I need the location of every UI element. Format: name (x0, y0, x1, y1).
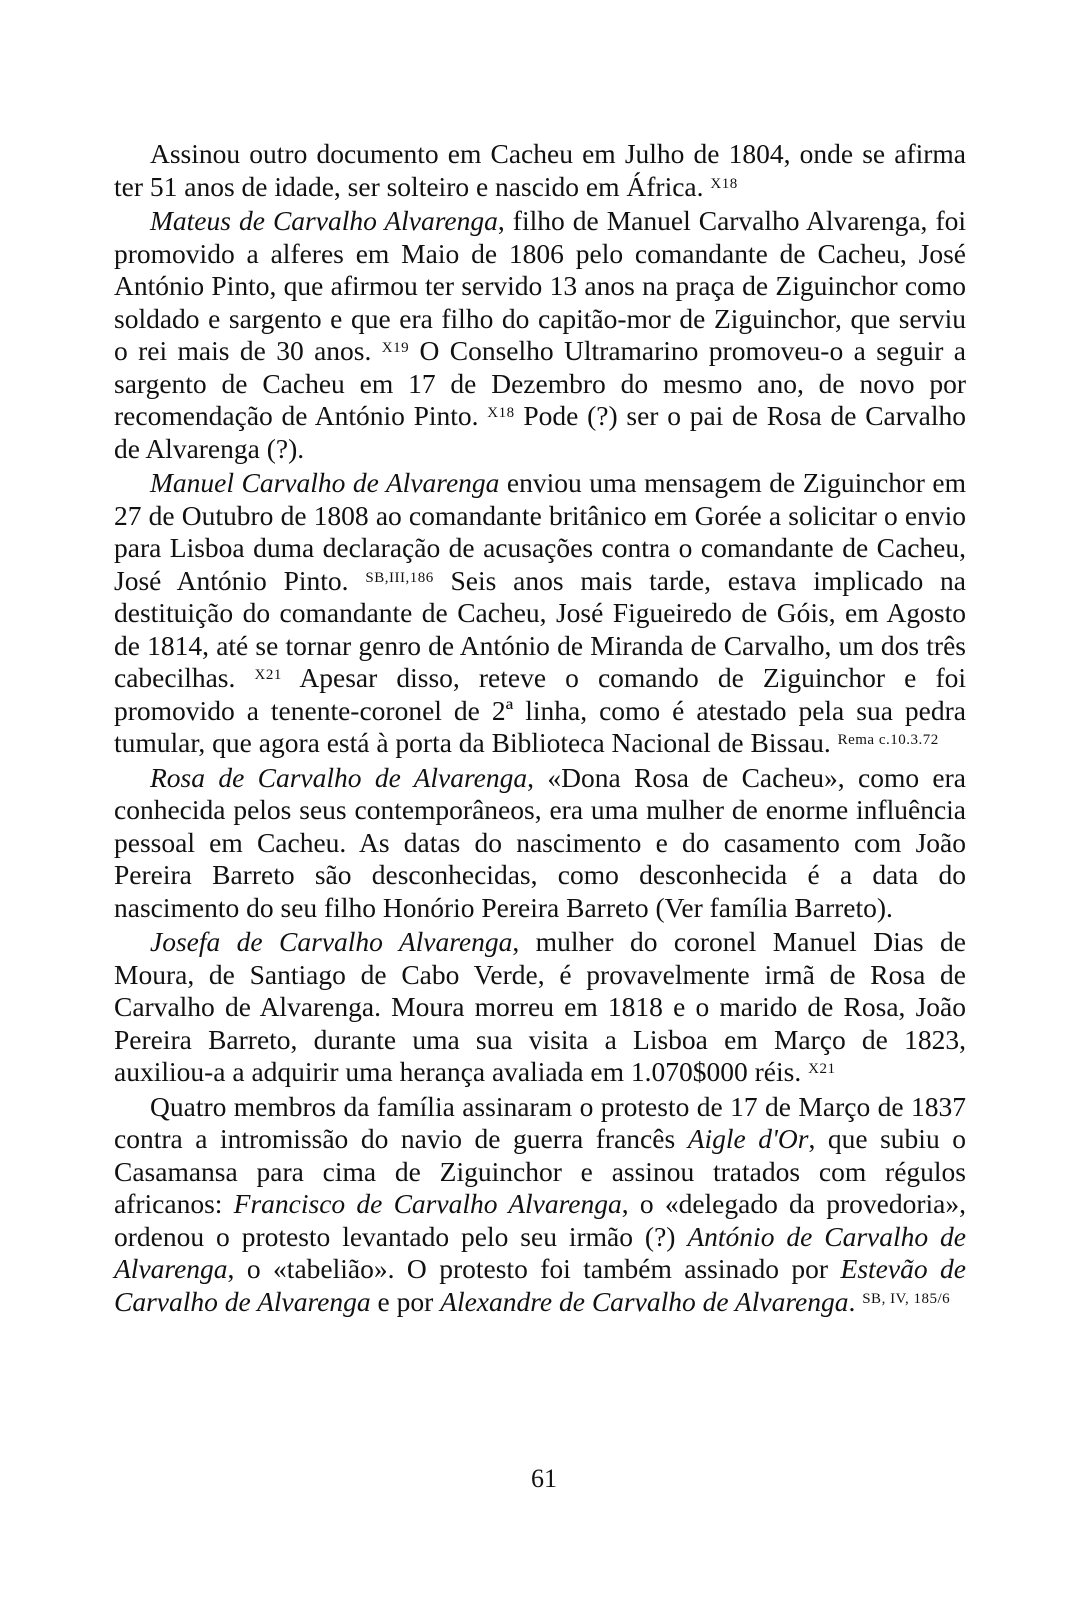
page-body (114, 138, 966, 1318)
text-run: O Conselho Ultramarino promoveu-o a seguir a sargento de Cacheu em 17 de Dezembro do mesmo ano, de novo por recomendação de António Pinto. (114, 335, 966, 431)
italic-name: Mateus de Carvalho Alvarenga (150, 205, 498, 236)
paragraph (114, 138, 966, 203)
text-run: . (848, 1285, 863, 1317)
italic-name: Estevão de Carvalho de Alvarenga (114, 1253, 966, 1317)
source-reference: X18 (487, 404, 515, 421)
paragraph (114, 1091, 966, 1319)
text-run: enviou uma mensagem de Ziguinchor em 27 de Outubro de 1808 ao comandante britânico em Gorée a solicitar o envio para Lisboa duma declaração de acusações contra o comandante de Cacheu, José António Pinto. (114, 467, 966, 596)
paragraph (114, 467, 966, 760)
text-run: , o «delegado da provedoria», ordenou o protesto levantado pelo seu irmão (?) (114, 1188, 966, 1252)
text-run: , o «tabelião». O protesto foi também assinado por (227, 1253, 841, 1284)
italic-name: Aigle d'Or (687, 1123, 809, 1154)
text-run: , que subiu o Casamansa para cima de Ziguinchor e assinou tratados com régulos africanos: (114, 1123, 966, 1219)
text-run: , filho de Manuel Carvalho Alvarenga, foi promovido a alferes em Maio de 1806 pelo comandante de Cacheu, José António Pinto, que afirmou ter servido 13 anos na praça de Ziguinchor como soldado e sargento e que era filho do capitão-mor de Ziguinchor, que serviu o rei mais de 30 anos. (114, 205, 966, 366)
italic-name: António de Carvalho de Alvarenga (114, 1220, 966, 1284)
source-reference: X19 (381, 339, 410, 356)
text-run: , mulher do coronel Manuel Dias de Moura, de Santiago de Cabo Verde, é provavelmente irmã de Rosa de Carvalho de Alvarenga. Moura morreu em 1818 e o marido de Rosa, João Pereira Barreto, durante uma sua visita a Lisboa em Março de 1823, auxiliou-a a adquirir uma herança avaliada em 1.070$000 réis. (114, 926, 966, 1087)
text-run: Pode (?) ser o pai de Rosa de Carvalho de Alvarenga (?). (114, 400, 966, 464)
paragraph (114, 926, 966, 1089)
source-reference: SB, IV, 185/6 (862, 1290, 951, 1307)
source-reference: X21 (808, 1060, 836, 1077)
text-run: e por (370, 1285, 441, 1317)
page-number: 61 (531, 1464, 557, 1493)
source-reference: X18 (710, 175, 738, 192)
italic-name: Josefa de Carvalho Alvarenga (150, 926, 513, 957)
text-run: Apesar disso, reteve o comando de Ziguinchor e foi promovido a tenente-coronel de 2ª linha, como é atestado pela sua pedra tumular, que agora está à porta da Biblioteca Nacional de Bissau. (114, 662, 967, 758)
paragraph (114, 205, 966, 465)
text-run: Assinou outro documento em Cacheu em Julho de 1804, onde se afirma ter 51 anos de idade, ser solteiro e nascido em África. (114, 138, 966, 202)
italic-name: Rosa de Carvalho de Alvarenga (150, 761, 528, 793)
italic-name: Manuel Carvalho de Alvarenga (150, 467, 500, 498)
source-reference: SB,III,186 (365, 569, 434, 586)
italic-name: Alexandre de Carvalho de Alvarenga (440, 1285, 849, 1317)
italic-name: Francisco de Carvalho Alvarenga (233, 1188, 622, 1219)
text-run: , «Dona Rosa de Cacheu», como era conhecida pelos seus contemporâneos, era uma mulher de enorme influência pessoal em Cacheu. As datas do nascimento e do casamento com João Pereira Barreto são desconhecidas, como desconhecida é a data do nascimento do seu filho Honório Pereira Barreto (Ver família Barreto). (114, 761, 966, 923)
source-reference: X21 (254, 666, 282, 683)
text-run: Quatro membros da família assinaram o protesto de 17 de Março de 1837 contra a intromissão do navio de guerra francês (114, 1090, 966, 1154)
paragraph (114, 762, 966, 925)
text-run: Seis anos mais tarde, estava implicado na destituição do comandante de Cacheu, José Figueiredo de Góis, em Agosto de 1814, até se tornar genro de António de Miranda de Carvalho, um dos três cabecilhas. (114, 564, 966, 693)
source-reference: Rema c.10.3.72 (837, 731, 939, 748)
